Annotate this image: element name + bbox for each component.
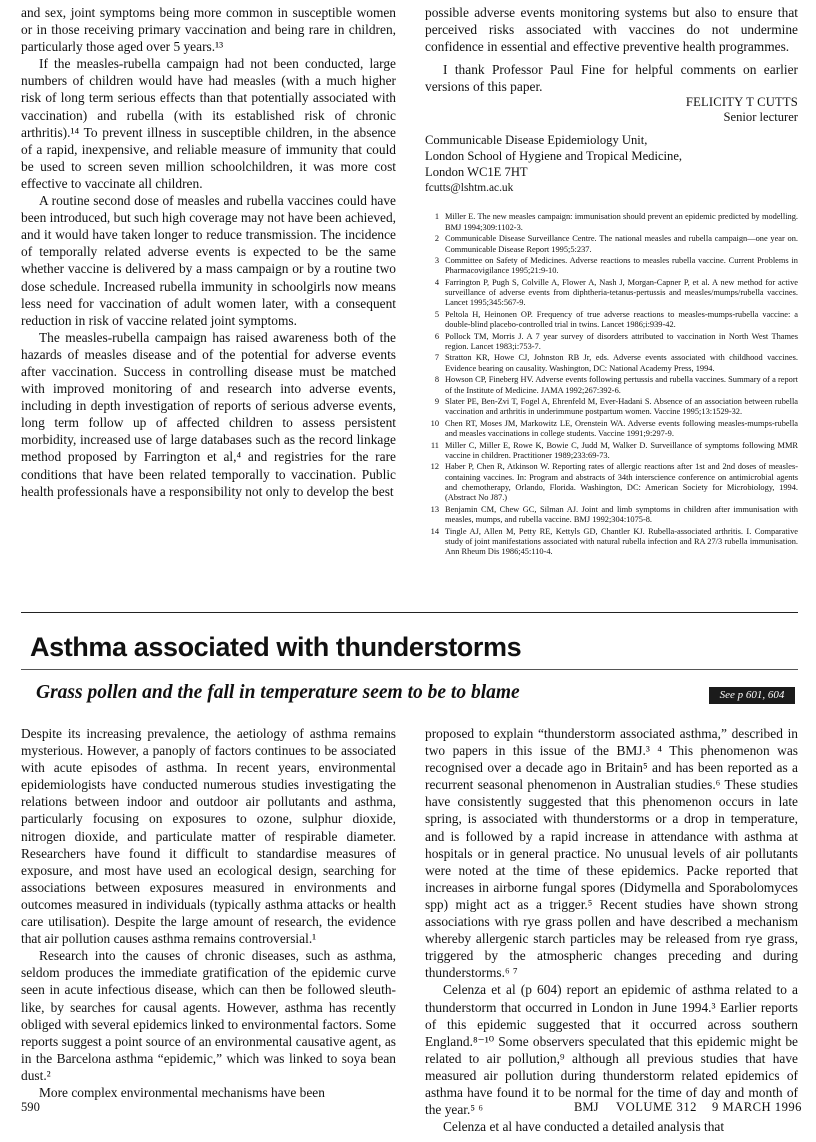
address-line: Communicable Disease Epidemiology Unit, [425,133,648,148]
article-title: Asthma associated with thunderstorms [30,632,522,662]
reference-item: 3 Committee on Safety of Medicines. Adverse reactions to measles rubella vaccine. Current Problems in Pharmacovigilance 1995;21:9-10. [434,256,798,276]
body-paragraph: Despite its increasing prevalence, the aetiology of asthma remains mysterious. However, a panoply of factors continues to be associated with acute episodes of asthma. In recent years, environmental epidemiologists have conducted numerous studies investigating the relations between indoor and outdoor air pollutants and asthma, particularly focusing on exposures to ozone, sulphur dioxide, nitrogen dioxide, and particulate matter of respirable diameter. Researchers have found it difficult to standardise measures of exposure, and most have used an ecological design, searching for associations between exposures measured in environments and outcomes measured in individuals (typically asthma attacks or health care utilisation). Despite the large amount of research, the evidence that air pollution causes asthma remains controversial.¹ [21,726,396,947]
reference-item: 1 Miller E. The new measles campaign: immunisation should prevent an epidemic predicted by modelling. BMJ 1994;309:1102-3. [434,212,798,232]
reference-item: 2 Communicable Disease Surveillance Centre. The national measles and rubella campaign—one year on. Communicable Disease Report 1995;5:237. [434,234,798,254]
journal-volume: VOLUME 312 [616,1100,697,1114]
reference-item: 7 Stratton KR, Howe CJ, Johnston RB Jr, eds. Adverse events associated with childhood vaccines. Evidence bearing on causality. Washington, DC: National Academy Press, 1994. [434,353,798,373]
section-divider [21,612,798,613]
bottom-right-column [425,725,798,1135]
reference-item: 4 Farrington P, Pugh S, Colville A, Flower A, Nash J, Morgan-Capner P, et al. A new method for active surveillance of adverse events from diphtheria-tetanus-pertussis and measles/mumps/rubella vaccines. Lancet 1995;345:567-9. [434,277,798,308]
reference-item: 13 Benjamin CM, Chew GC, Silman AJ. Joint and limb symptoms in children after immunisation with measles, mumps, and rubella vaccine. BMJ 1992;304:1075-8. [430,504,798,525]
reference-item: 12 Haber P, Chen R, Atkinson W. Reporting rates of allergic reactions after 1st and 2nd doses of measles-containing vaccines. In: Program and abstracts of 34th interscience conference on antimicrobial agents and chemotherapy, Orlando, Florida. Washington, DC: American Society for Microbiology, 1994. (Abstract No J87.) [430,462,798,503]
body-paragraph: The measles-rubella campaign has raised awareness both of the hazards of measles disease and of the potential for adverse events after vaccination. Success in controlling disease must be matched with improved monitoring of and research into adverse events, including in depth investigation of reports of serious adverse events, long term follow up of affected children to assess persistent morbidity, increased use of large databases such as the record linkage method proposed by Farrington et al,⁴ and registries for the rare conditions that have been related temporally to vaccination. Public health professionals have a responsibility not only to develop the best [21,329,396,499]
body-paragraph: More complex environmental mechanisms have been [39,1084,325,1100]
body-paragraph: A routine second dose of measles and rubella vaccines could have been introduced, but such high coverage may not have been achieved, and it would have taken longer to reduce transmission. The incidence of temporally related adverse events is expected to be the same whether vaccine is delivered by a mass campaign or by a routine two dose schedule. Increased rubella immunity in schoolgirls now means less need for vaccination of adult women later, with a consequent reduction in risk of vaccine related joint symptoms. [21,193,396,328]
article-subtitle: Grass pollen and the fall in temperature seem to be to blame [36,682,520,703]
bottom-left-column [21,725,396,1101]
address-line: London School of Hygiene and Tropical Medicine, [425,149,683,164]
see-pages-box: See p 601, 604 [709,687,795,704]
reference-item: 5 Peltola H, Heinonen OP. Frequency of true adverse reactions to measles-mumps-rubella vaccine: a double-blind placebo-controlled trial in twins. Lancet 1986;i:939-42. [434,309,798,330]
page-number: 590 [21,1100,40,1114]
reference-item: 6 Pollock TM, Morris J. A 7 year survey of disorders attributed to vaccination in North West Thames region. Lancet 1983;i:753-7. [434,331,798,351]
top-left-column [21,4,396,500]
body-paragraph: proposed to explain “thunderstorm associated asthma,” described in two papers in this issue of the BMJ.³ ⁴ This phenomenon was recognised over a decade ago in Britain⁵ and has been reported as a recurrent seasonal phenomenon in Australian studies.⁶ These studies have consistently suggested that this phenomenon occurs in late spring, is associated with thunderstorms or a drop in temperature, and is followed by a rapid increase in attendance with asthma at hospitals or in general practice. No unusual levels of air pollutants were noted at the time of these epidemics. Packe reported that increases in airborne fungal spores (Didymella and Sporabolomyces spp) might act as a trigger.⁵ Recent studies have shown strong associations with rye grass pollen and have described a mechanism whereby allergenic starch particles may be released from rye grass, triggered by the atmospheric changes preceding and during thunderstorms.⁶ ⁷ [425,726,798,981]
reference-item: 9 Slater PE, Ben-Zvi T, Fogel A, Ehrenfeld M, Ever-Hadani S. Absence of an association between rubella vaccination and arthritis in underimmune postpartum women. Vaccine 1995;13:1529-32. [434,397,798,417]
header-divider [21,669,798,670]
journal-name: BMJ [574,1100,599,1114]
body-paragraph: and sex, joint symptoms being more common in susceptible women or in those receiving primary vaccination and being rare in children, particularly those aged over 5 years.¹³ [21,5,396,55]
reference-list [425,212,798,557]
reference-item: 10 Chen RT, Moses JM, Markowitz LE, Orenstein WA. Adverse events following measles-mumps-rubella and measles vaccinations in college students. Vaccine 1991;9:297-9. [430,418,798,439]
acknowledgement: I thank Professor Paul Fine for helpful comments on earlier versions of this paper. [425,62,798,95]
author-title: Senior lecturer [723,110,798,125]
author-email: fcutts@lshtm.ac.uk [425,182,514,195]
body-paragraph: Research into the causes of chronic diseases, such as asthma, seldom produces the immediate gratification of the epidemic curve seen in acute infectious disease, which can then be followed sleuth-like, by searches for causal agents. However, asthma has recently obliged with several epidemics linked to environmental factors. Some reports suggest a point source of an environmental causative agent, as in the Barcelona asthma “epidemic,” which was linked to soya bean dust.² [21,948,396,1083]
body-paragraph: Celenza et al (p 604) report an epidemic of asthma related to a thunderstorm that occurred in London in June 1994.³ Earlier reports of this epidemic suggested that it occurred across southern England.⁸⁻¹⁰ Some observers speculated that this epidemic might be related to air pollution,⁹ although all previous studies that have measured air pollution during thunderstorm related epidemics of asthma have found it to be normal for the time of day and month of the year.⁵ ⁶ [425,982,798,1118]
top-right-column [425,4,798,559]
reference-item: 14 Tingle AJ, Allen M, Petty RE, Kettyls GD, Chantler KJ. Rubella-associated arthritis. I. Comparative study of joint manifestations associated with natural rubella infection and RA 27/3 rubella immunisation. Ann Rheum Dis 1986;45:110-4. [430,526,798,557]
reference-item: 11 Miller C, Miller E, Rowe K, Bowie C, Judd M, Walker D. Surveillance of symptoms following MMR vaccine in children. Practitioner 1989;233:69-73. [430,440,798,460]
issue-date: 9 MARCH 1996 [712,1100,802,1114]
author-address [425,132,798,196]
reference-item: 8 Howson CP, Fineberg HV. Adverse events following pertussis and rubella vaccines. Summary of a report of the Institute of Medicine. JAMA 1992;267:392-6. [434,375,798,395]
address-line: London WC1E 7HT [425,165,528,180]
author-name: FELICITY T CUTTS [685,95,798,110]
body-paragraph: If the measles-rubella campaign had not been conducted, large numbers of children would have had measles (with a much higher risk of long term serious effects than that potentially associated with vaccination) and rubella (with its established risk of chronic arthritis).¹⁴ To prevent illness in susceptible children, in the absence of a rapid, inexpensive, and reliable measure of immunity that could be used to screen seven million schoolchildren, it was more cost effective to vaccinate all children. [21,56,396,191]
body-paragraph: possible adverse events monitoring systems but also to ensure that perceived risks associated with vaccines do not undermine confidence in essential and effective preventive health programmes. [425,5,798,55]
body-paragraph: Celenza et al have conducted a detailed analysis that [443,1119,725,1135]
